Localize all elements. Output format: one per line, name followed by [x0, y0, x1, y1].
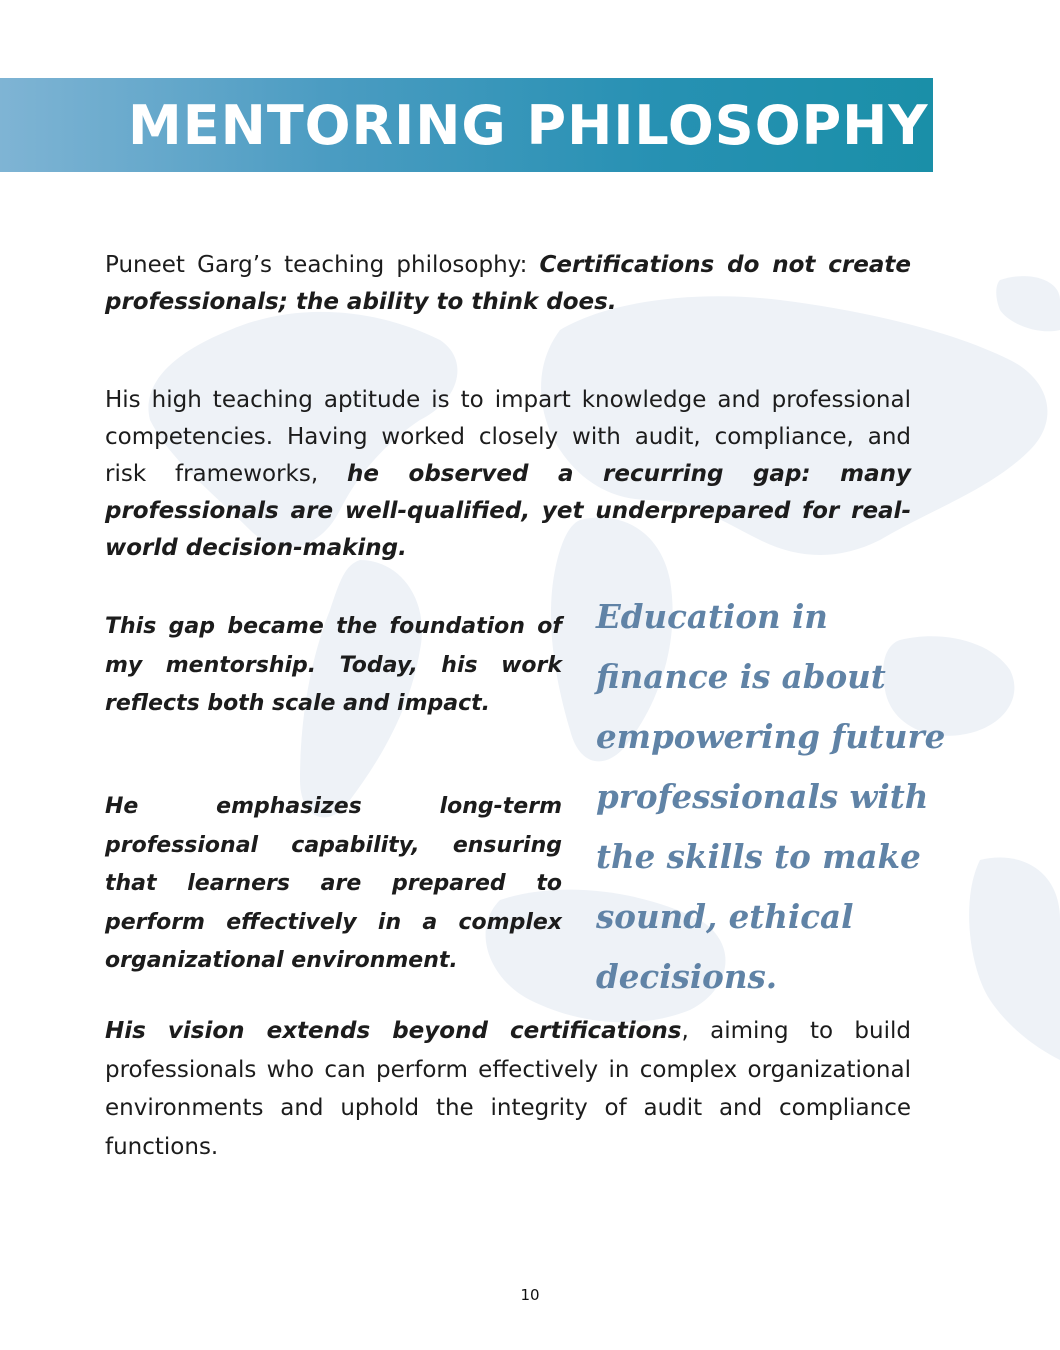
aptitude-paragraph — [105, 382, 919, 567]
vision-emphasis: His vision extends beyond certifications — [105, 1018, 682, 1044]
intro-lead: Puneet Garg’s teaching philosophy: — [105, 252, 540, 278]
capability-paragraph: He emphasizes long-term professional capability, ensuring that learners are prepared to perform effectively in a complex organizational environment. — [105, 794, 562, 973]
gap-paragraph: This gap became the foundation of my mentorship. Today, his work reflects both scale and impact. — [105, 614, 562, 716]
page-number: 10 — [520, 1286, 540, 1304]
intro-paragraph — [105, 247, 911, 321]
aptitude-emphasis: he observed a recurring gap: many professionals are well-qualified, yet underprepared for real-world decision-making. — [105, 461, 911, 561]
aptitude-text: His high teaching aptitude is to impart knowledge and professional competencies. Having worked closely with audit, compliance, and risk frameworks, — [105, 387, 919, 487]
vision-text: , aiming to build professionals who can perform effectively in complex organizational environments and uphold the integrity of audit and compliance functions. — [105, 1018, 919, 1160]
pull-quote: Education in finance is about empowering future professionals with the skills to make sound, ethical decisions. — [596, 597, 946, 996]
intro-emphasis: Certifications do not create professionals; the ability to think does. — [105, 252, 911, 315]
page-title: MENTORING PHILOSOPHY — [128, 94, 929, 157]
vision-paragraph — [105, 1012, 919, 1166]
